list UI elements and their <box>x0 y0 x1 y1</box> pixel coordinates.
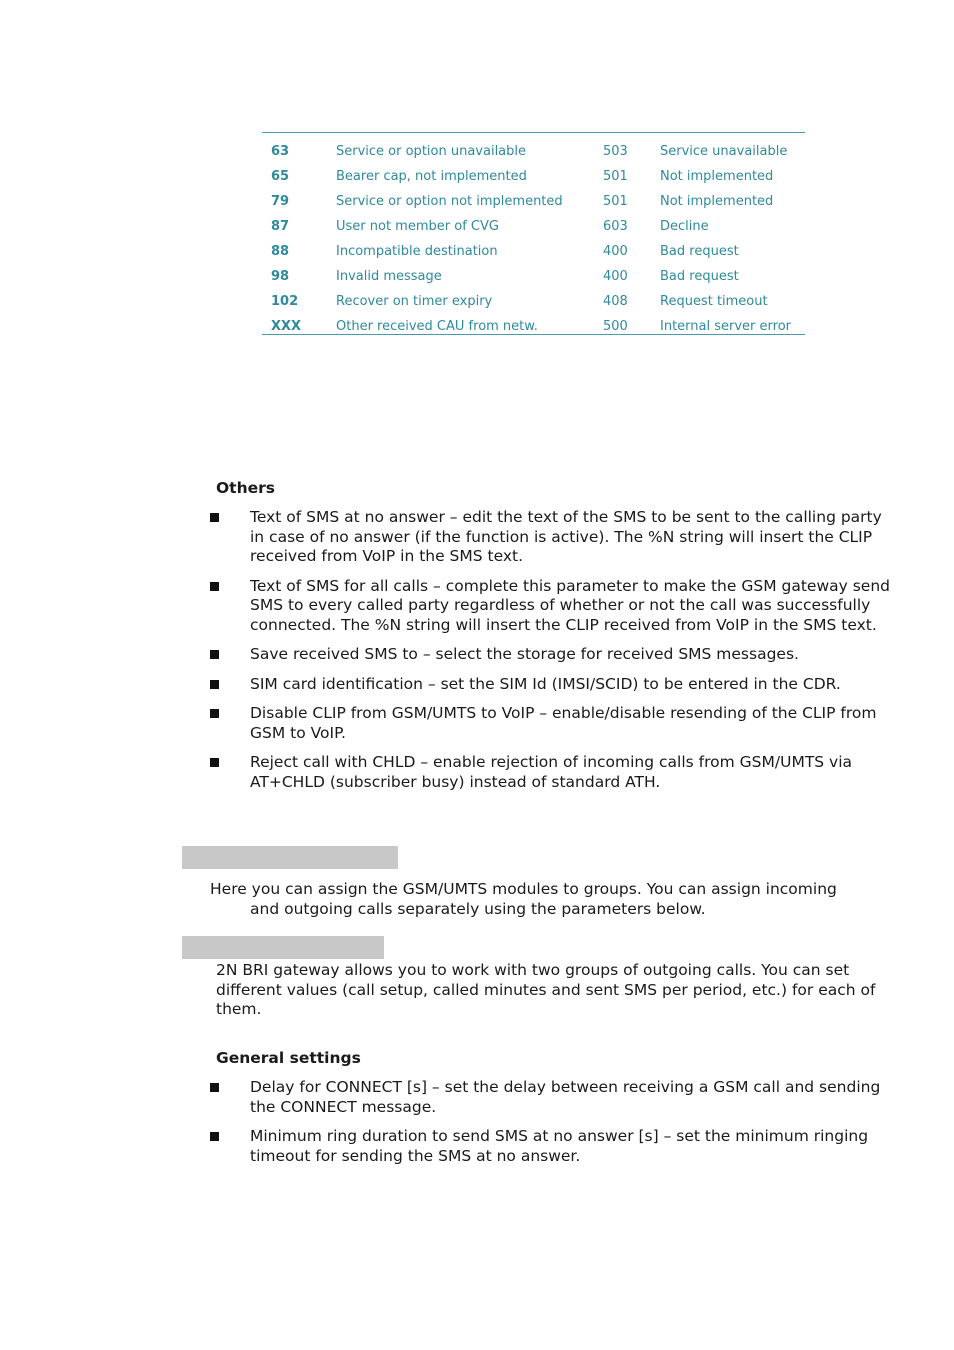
list-item-text: Minimum ring duration to send SMS at no answer [s] – set the minimum ringing timeout for sending the SMS at no answer. <box>250 1127 869 1165</box>
cau-code: XXX <box>271 319 302 334</box>
sip-code: 501 <box>603 194 628 209</box>
list-item <box>210 645 890 665</box>
cau-description: User not member of CVG <box>336 219 499 234</box>
sip-description: Bad request <box>660 269 739 284</box>
sip-code: 603 <box>603 219 628 234</box>
sip-description: Service unavailable <box>660 144 788 159</box>
sip-code: 400 <box>603 244 628 259</box>
square-bullet-icon <box>210 582 219 591</box>
cau-code: 65 <box>271 169 290 184</box>
cau-description: Recover on timer expiry <box>336 294 493 309</box>
sip-description: Bad request <box>660 244 739 259</box>
table-row <box>262 209 805 234</box>
list-item <box>210 508 890 567</box>
cause-code-mapping-table <box>262 132 805 335</box>
square-bullet-icon <box>210 680 219 689</box>
list-item-text: Reject call with CHLD – enable rejection of incoming calls from GSM/UMTS via AT+CHLD (subscriber busy) instead of standard ATH. <box>250 753 853 791</box>
sip-code: 501 <box>603 169 628 184</box>
sip-description: Not implemented <box>660 194 774 209</box>
cau-code: 88 <box>271 244 290 259</box>
general-settings-list <box>210 1078 890 1176</box>
table-row <box>262 309 805 335</box>
list-item-text: Text of SMS at no answer – edit the text of the SMS to be sent to the calling party in case of no answer (if the function is active). The %N string will insert the CLIP received from VoIP in the SMS text. <box>250 508 882 565</box>
list-item <box>210 704 890 743</box>
list-item <box>210 577 890 636</box>
sip-description: Not implemented <box>660 169 774 184</box>
others-heading: Others <box>216 479 276 497</box>
cau-description: Service or option unavailable <box>336 144 527 159</box>
list-item-text: SIM card identification – set the SIM Id (IMSI/SCID) to be entered in the CDR. <box>250 674 841 693</box>
cau-description: Bearer cap, not implemented <box>336 169 527 184</box>
sip-description: Decline <box>660 219 709 234</box>
sip-code: 408 <box>603 294 628 309</box>
table-row <box>262 184 805 209</box>
list-item-text: Disable CLIP from GSM/UMTS to VoIP – enable/disable resending of the CLIP from GSM to VoIP. <box>250 704 877 742</box>
cau-code: 87 <box>271 219 290 234</box>
sip-description: Internal server error <box>660 319 791 334</box>
others-list <box>210 508 890 802</box>
cau-description: Other received CAU from netw. <box>336 319 538 334</box>
sip-code: 503 <box>603 144 628 159</box>
groups-intro-paragraph <box>210 880 886 919</box>
cau-code: 102 <box>271 294 299 309</box>
table-row <box>262 133 805 160</box>
section-heading-bar <box>182 846 398 869</box>
cau-description: Service or option not implemented <box>336 194 563 209</box>
table-row <box>262 284 805 309</box>
square-bullet-icon <box>210 513 219 522</box>
cau-description: Invalid message <box>336 269 442 284</box>
cau-code: 79 <box>271 194 290 209</box>
list-item-text: Delay for CONNECT [s] – set the delay between receiving a GSM call and sending the CONNECT message. <box>250 1078 881 1116</box>
list-item <box>210 1078 890 1117</box>
sip-code: 500 <box>603 319 628 334</box>
table-row <box>262 259 805 284</box>
cau-code: 63 <box>271 144 290 159</box>
groups-intro-line2: and outgoing calls separately using the parameters below. <box>250 899 706 918</box>
outgoing-intro-paragraph: 2N BRI gateway allows you to work with two groups of outgoing calls. You can set different values (call setup, called minutes and sent SMS per period, etc.) for each of them. <box>216 961 876 1018</box>
square-bullet-icon <box>210 650 219 659</box>
sip-description: Request timeout <box>660 294 768 309</box>
square-bullet-icon <box>210 758 219 767</box>
square-bullet-icon <box>210 1083 219 1092</box>
list-item-text: Text of SMS for all calls – complete this parameter to make the GSM gateway send SMS to every called party regardless of whether or not the call was successfully connected. The %N string will insert the CLIP received from VoIP in the SMS text. <box>250 576 890 634</box>
square-bullet-icon <box>210 709 219 718</box>
list-item <box>210 753 890 792</box>
sip-code: 400 <box>603 269 628 284</box>
list-item <box>210 675 890 695</box>
list-item-text: Save received SMS to – select the storage for received SMS messages. <box>250 645 799 663</box>
groups-intro-line1: Here you can assign the GSM/UMTS modules to groups. You can assign incoming <box>210 880 837 898</box>
table-row <box>262 159 805 184</box>
square-bullet-icon <box>210 1132 219 1141</box>
cau-description: Incompatible destination <box>336 244 498 259</box>
general-settings-heading: General settings <box>216 1049 361 1067</box>
list-item <box>210 1127 890 1166</box>
table-row <box>262 234 805 259</box>
section-heading-bar <box>182 936 384 959</box>
cau-code: 98 <box>271 269 290 284</box>
